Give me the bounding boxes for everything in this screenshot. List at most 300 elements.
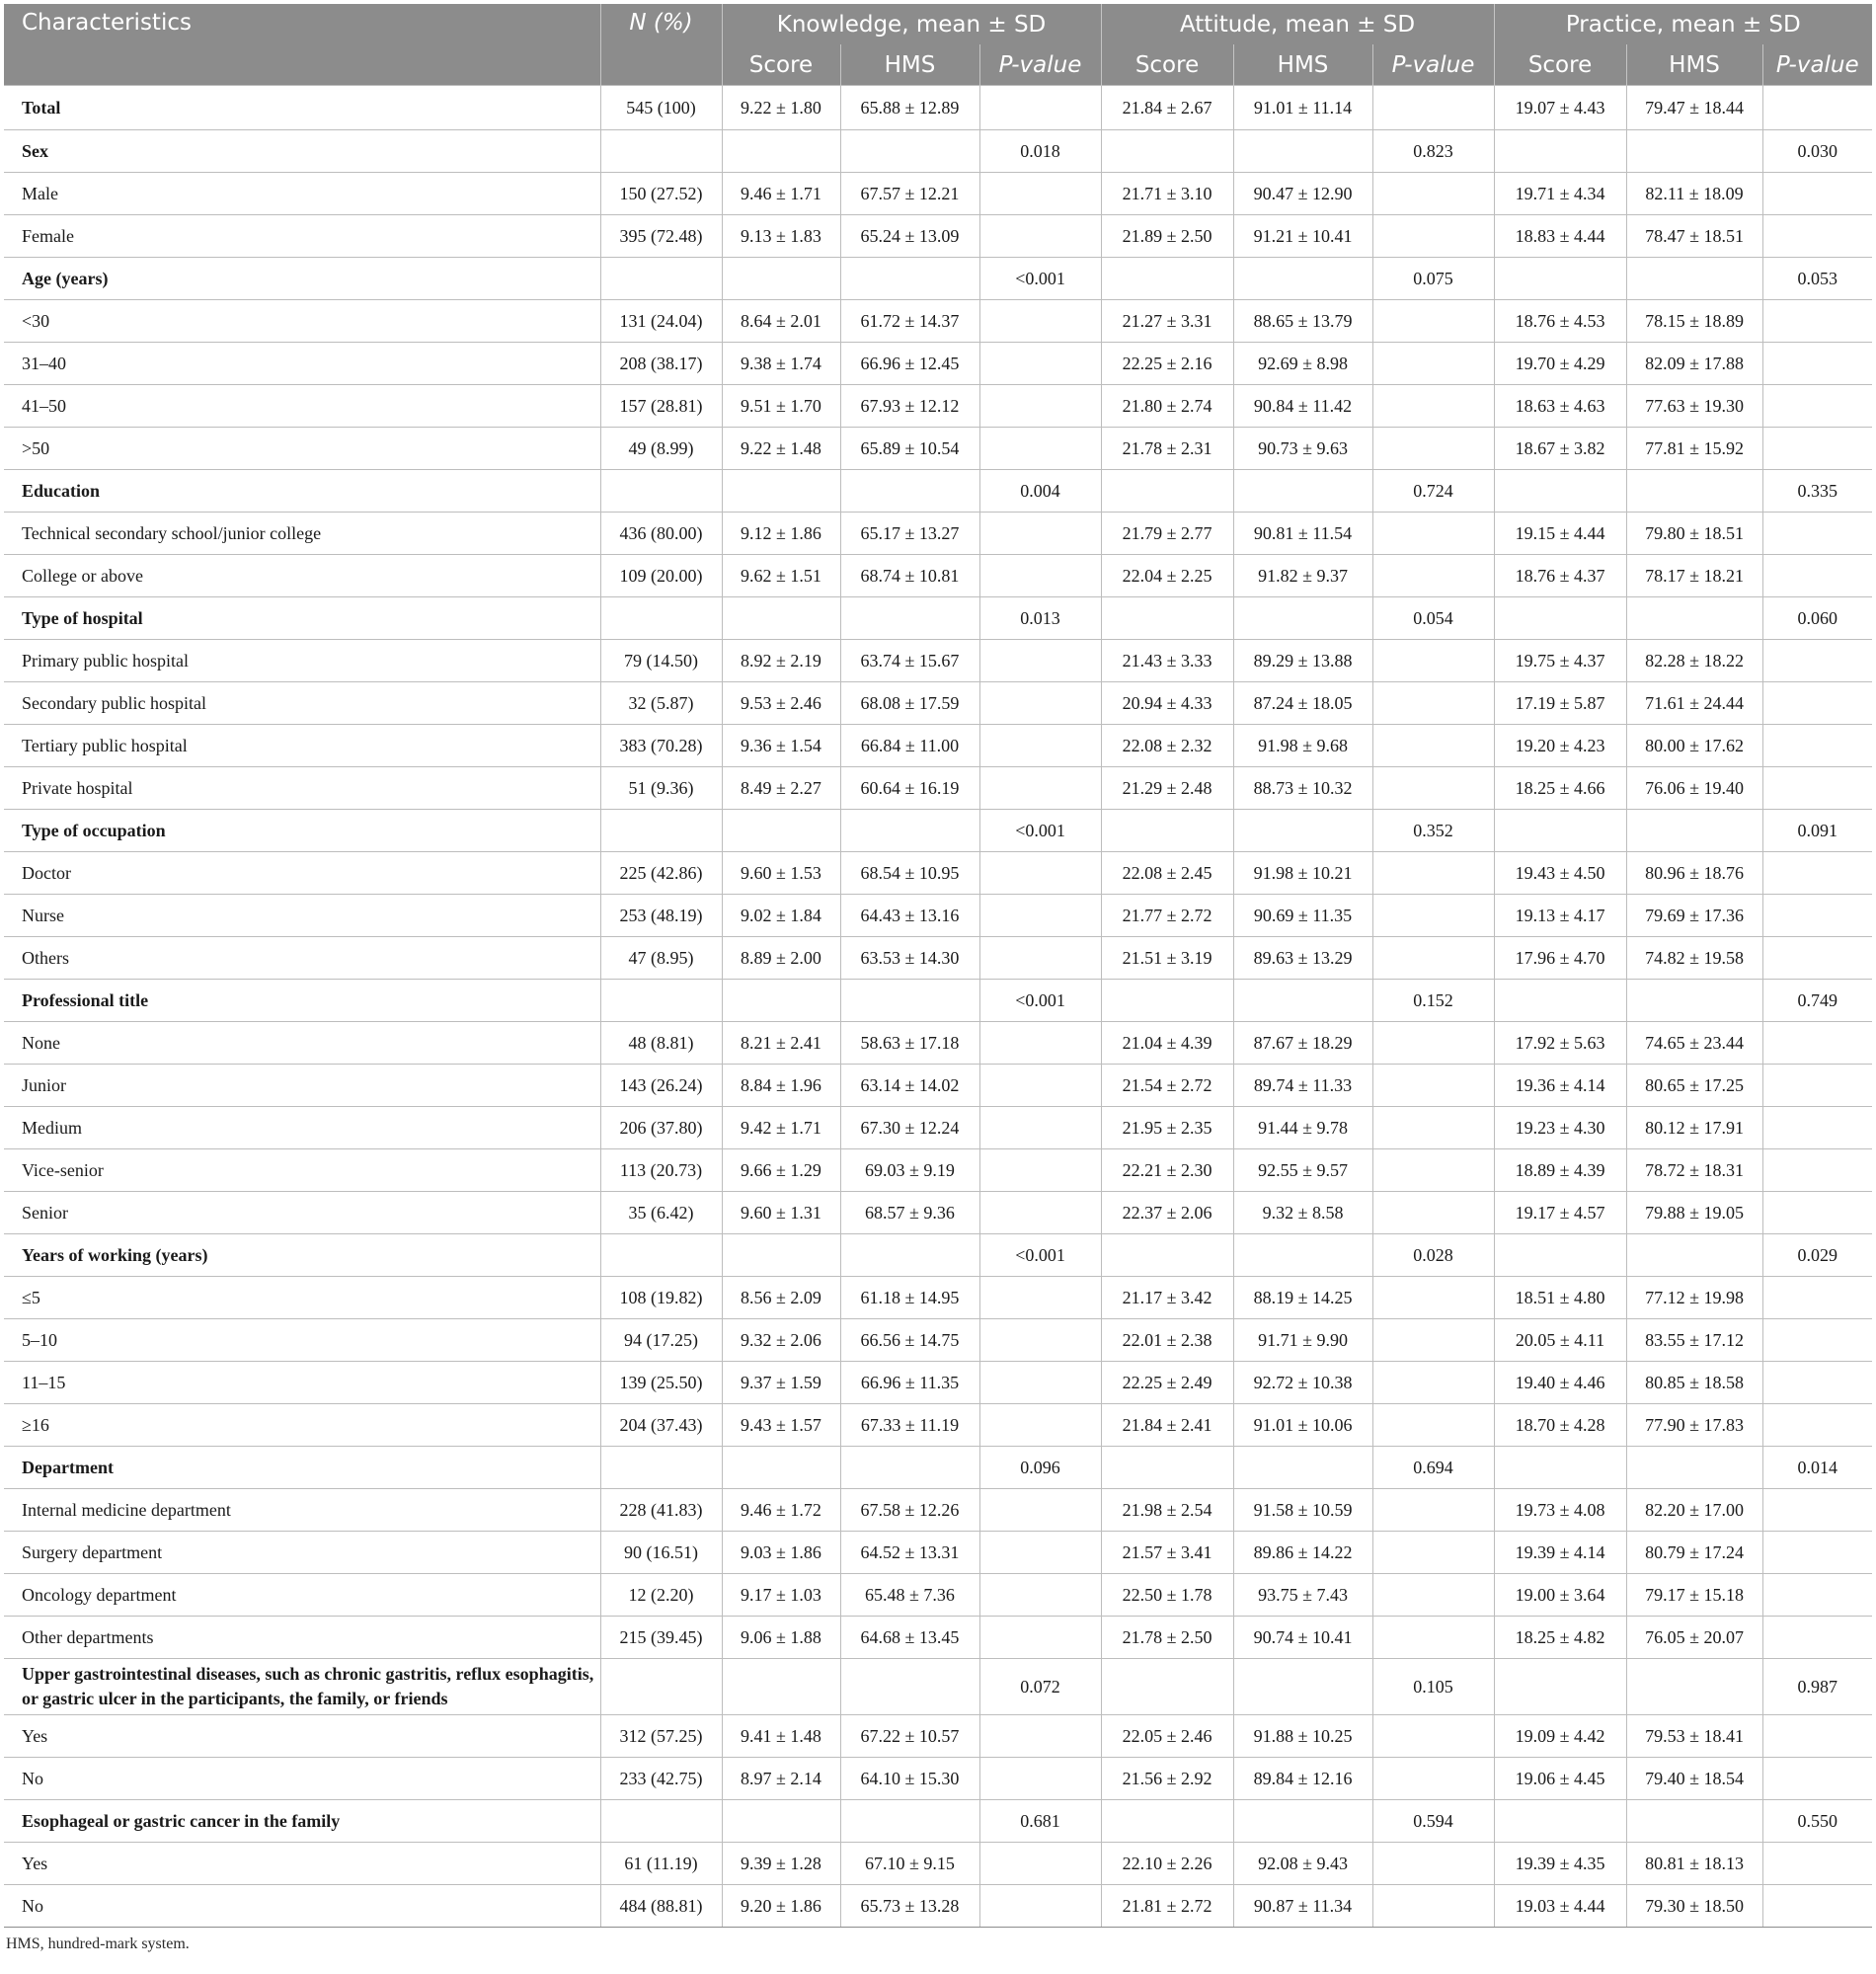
cell-knowledge-p-value	[979, 1617, 1101, 1659]
table-row	[4, 852, 1872, 895]
cell-n-percent: 32 (5.87)	[600, 682, 722, 725]
cell-attitude-p-value	[1372, 1022, 1494, 1065]
cell-practice-score: 19.09 ± 4.42	[1494, 1715, 1626, 1758]
cell-attitude-hms: 89.84 ± 12.16	[1233, 1758, 1372, 1800]
cell-knowledge-score: 9.22 ± 1.48	[722, 428, 840, 470]
cell-practice-score: 19.75 ± 4.37	[1494, 640, 1626, 682]
cell-attitude-p-value: 0.594	[1372, 1800, 1494, 1843]
cell-attitude-score: 21.98 ± 2.54	[1101, 1489, 1233, 1532]
cell-n-percent: 48 (8.81)	[600, 1022, 722, 1065]
cell-n-percent: 51 (9.36)	[600, 767, 722, 810]
cell-n-percent: 228 (41.83)	[600, 1489, 722, 1532]
cell-attitude-p-value: 0.352	[1372, 810, 1494, 852]
cell-knowledge-score: 9.60 ± 1.31	[722, 1192, 840, 1234]
cell-n-percent	[600, 130, 722, 173]
cell-n-percent: 436 (80.00)	[600, 513, 722, 555]
cell-knowledge-hms: 67.58 ± 12.26	[840, 1489, 979, 1532]
table-row	[4, 1192, 1872, 1234]
cell-practice-score	[1494, 1234, 1626, 1277]
cell-practice-hms: 80.00 ± 17.62	[1626, 725, 1762, 767]
cell-practice-hms: 82.28 ± 18.22	[1626, 640, 1762, 682]
cell-n-percent: 109 (20.00)	[600, 555, 722, 597]
cell-knowledge-hms: 66.84 ± 11.00	[840, 725, 979, 767]
cell-knowledge-hms: 66.56 ± 14.75	[840, 1319, 979, 1362]
cell-n-percent: 157 (28.81)	[600, 385, 722, 428]
cell-knowledge-p-value: 0.096	[979, 1447, 1101, 1489]
cell-practice-hms: 80.12 ± 17.91	[1626, 1107, 1762, 1149]
cell-practice-p-value: 0.749	[1762, 980, 1872, 1022]
cell-knowledge-hms: 65.73 ± 13.28	[840, 1885, 979, 1928]
cell-attitude-hms: 91.01 ± 11.14	[1233, 86, 1372, 130]
cell-attitude-score: 22.50 ± 1.78	[1101, 1574, 1233, 1617]
cell-knowledge-p-value	[979, 1065, 1101, 1107]
cell-attitude-hms	[1233, 1800, 1372, 1843]
cell-knowledge-p-value	[979, 1574, 1101, 1617]
cell-knowledge-hms: 65.89 ± 10.54	[840, 428, 979, 470]
cell-practice-p-value	[1762, 1362, 1872, 1404]
cell-n-percent	[600, 1234, 722, 1277]
cell-practice-p-value	[1762, 1489, 1872, 1532]
cell-knowledge-p-value	[979, 1404, 1101, 1447]
cell-practice-p-value	[1762, 1022, 1872, 1065]
cell-practice-hms: 77.12 ± 19.98	[1626, 1277, 1762, 1319]
cell-practice-hms: 79.17 ± 15.18	[1626, 1574, 1762, 1617]
cell-knowledge-p-value	[979, 300, 1101, 343]
cell-practice-score: 19.07 ± 4.43	[1494, 86, 1626, 130]
cell-attitude-hms: 90.69 ± 11.35	[1233, 895, 1372, 937]
cell-practice-p-value	[1762, 385, 1872, 428]
table-category-row	[4, 1659, 1872, 1715]
cell-attitude-p-value	[1372, 1715, 1494, 1758]
cell-practice-p-value	[1762, 937, 1872, 980]
cell-knowledge-hms: 65.24 ± 13.09	[840, 215, 979, 258]
cell-attitude-hms: 91.88 ± 10.25	[1233, 1715, 1372, 1758]
table-row	[4, 173, 1872, 215]
cell-n-percent: 233 (42.75)	[600, 1758, 722, 1800]
cell-characteristic: No	[4, 1885, 600, 1928]
cell-knowledge-p-value	[979, 555, 1101, 597]
cell-attitude-p-value	[1372, 173, 1494, 215]
cell-practice-hms: 77.81 ± 15.92	[1626, 428, 1762, 470]
cell-practice-p-value: 0.014	[1762, 1447, 1872, 1489]
cell-knowledge-score: 9.36 ± 1.54	[722, 725, 840, 767]
cell-attitude-p-value	[1372, 385, 1494, 428]
cell-practice-p-value	[1762, 215, 1872, 258]
cell-attitude-hms: 92.69 ± 8.98	[1233, 343, 1372, 385]
cell-knowledge-score	[722, 597, 840, 640]
cell-characteristic: Department	[4, 1447, 600, 1489]
cell-knowledge-p-value: <0.001	[979, 258, 1101, 300]
cell-attitude-score	[1101, 470, 1233, 513]
cell-attitude-hms: 89.86 ± 14.22	[1233, 1532, 1372, 1574]
cell-attitude-hms: 90.73 ± 9.63	[1233, 428, 1372, 470]
cell-practice-hms: 83.55 ± 17.12	[1626, 1319, 1762, 1362]
cell-knowledge-p-value	[979, 1758, 1101, 1800]
cell-practice-score: 19.73 ± 4.08	[1494, 1489, 1626, 1532]
cell-knowledge-p-value: 0.018	[979, 130, 1101, 173]
cell-attitude-score: 22.37 ± 2.06	[1101, 1192, 1233, 1234]
cell-knowledge-hms	[840, 130, 979, 173]
cell-knowledge-score: 9.22 ± 1.80	[722, 86, 840, 130]
cell-attitude-score: 21.71 ± 3.10	[1101, 173, 1233, 215]
cell-practice-p-value	[1762, 682, 1872, 725]
cell-practice-hms: 79.40 ± 18.54	[1626, 1758, 1762, 1800]
cell-practice-hms	[1626, 1234, 1762, 1277]
cell-knowledge-p-value	[979, 1319, 1101, 1362]
cell-knowledge-p-value	[979, 640, 1101, 682]
cell-characteristic: 11–15	[4, 1362, 600, 1404]
cell-characteristic: Others	[4, 937, 600, 980]
cell-knowledge-score: 8.21 ± 2.41	[722, 1022, 840, 1065]
cell-practice-hms: 77.63 ± 19.30	[1626, 385, 1762, 428]
cell-knowledge-p-value	[979, 1715, 1101, 1758]
cell-knowledge-score	[722, 1659, 840, 1715]
cell-knowledge-score	[722, 130, 840, 173]
header-knowledge-hms: HMS	[840, 44, 979, 86]
cell-attitude-hms: 91.44 ± 9.78	[1233, 1107, 1372, 1149]
cell-attitude-score	[1101, 1659, 1233, 1715]
cell-attitude-score: 22.25 ± 2.49	[1101, 1362, 1233, 1404]
cell-n-percent: 545 (100)	[600, 86, 722, 130]
cell-practice-score: 19.15 ± 4.44	[1494, 513, 1626, 555]
header-attitude-hms: HMS	[1233, 44, 1372, 86]
cell-practice-p-value	[1762, 895, 1872, 937]
cell-knowledge-hms: 66.96 ± 12.45	[840, 343, 979, 385]
cell-n-percent: 47 (8.95)	[600, 937, 722, 980]
table-row	[4, 1758, 1872, 1800]
cell-knowledge-p-value	[979, 937, 1101, 980]
cell-practice-hms: 74.65 ± 23.44	[1626, 1022, 1762, 1065]
cell-attitude-p-value	[1372, 1843, 1494, 1885]
cell-practice-p-value	[1762, 1715, 1872, 1758]
cell-knowledge-hms: 63.14 ± 14.02	[840, 1065, 979, 1107]
cell-n-percent: 253 (48.19)	[600, 895, 722, 937]
cell-attitude-score: 22.21 ± 2.30	[1101, 1149, 1233, 1192]
cell-knowledge-score: 9.66 ± 1.29	[722, 1149, 840, 1192]
cell-characteristic: Primary public hospital	[4, 640, 600, 682]
cell-knowledge-score: 9.46 ± 1.72	[722, 1489, 840, 1532]
cell-practice-hms: 77.90 ± 17.83	[1626, 1404, 1762, 1447]
cell-attitude-p-value	[1372, 1149, 1494, 1192]
cell-knowledge-score	[722, 1447, 840, 1489]
cell-practice-p-value	[1762, 428, 1872, 470]
cell-practice-hms	[1626, 470, 1762, 513]
table-header	[4, 4, 1872, 86]
cell-practice-p-value	[1762, 1404, 1872, 1447]
header-practice-p-value	[1762, 44, 1872, 86]
cell-knowledge-p-value	[979, 343, 1101, 385]
cell-knowledge-score: 9.12 ± 1.86	[722, 513, 840, 555]
cell-practice-p-value	[1762, 640, 1872, 682]
cell-practice-hms: 78.15 ± 18.89	[1626, 300, 1762, 343]
cell-knowledge-hms: 64.43 ± 13.16	[840, 895, 979, 937]
cell-practice-hms: 79.88 ± 19.05	[1626, 1192, 1762, 1234]
cell-attitude-hms: 91.98 ± 10.21	[1233, 852, 1372, 895]
cell-characteristic: Type of hospital	[4, 597, 600, 640]
cell-practice-hms: 79.53 ± 18.41	[1626, 1715, 1762, 1758]
cell-knowledge-hms: 65.88 ± 12.89	[840, 86, 979, 130]
header-knowledge-p-value-text: P-value	[998, 51, 1082, 78]
cell-attitude-hms: 87.24 ± 18.05	[1233, 682, 1372, 725]
cell-n-percent: 383 (70.28)	[600, 725, 722, 767]
cell-characteristic: Type of occupation	[4, 810, 600, 852]
cell-practice-hms: 71.61 ± 24.44	[1626, 682, 1762, 725]
cell-practice-hms: 78.17 ± 18.21	[1626, 555, 1762, 597]
cell-knowledge-score: 9.03 ± 1.86	[722, 1532, 840, 1574]
cell-practice-score	[1494, 810, 1626, 852]
cell-attitude-p-value: 0.152	[1372, 980, 1494, 1022]
cell-n-percent: 49 (8.99)	[600, 428, 722, 470]
table-row	[4, 1574, 1872, 1617]
cell-attitude-hms: 89.63 ± 13.29	[1233, 937, 1372, 980]
cell-attitude-score: 21.84 ± 2.41	[1101, 1404, 1233, 1447]
cell-attitude-score: 20.94 ± 4.33	[1101, 682, 1233, 725]
cell-knowledge-p-value	[979, 1843, 1101, 1885]
cell-attitude-score: 21.78 ± 2.31	[1101, 428, 1233, 470]
cell-characteristic: Oncology department	[4, 1574, 600, 1617]
cell-knowledge-p-value	[979, 1149, 1101, 1192]
cell-characteristic: Technical secondary school/junior college	[4, 513, 600, 555]
cell-practice-score	[1494, 980, 1626, 1022]
cell-attitude-hms: 92.72 ± 10.38	[1233, 1362, 1372, 1404]
table-row	[4, 767, 1872, 810]
cell-attitude-score: 22.05 ± 2.46	[1101, 1715, 1233, 1758]
cell-knowledge-hms: 68.74 ± 10.81	[840, 555, 979, 597]
cell-practice-hms: 78.72 ± 18.31	[1626, 1149, 1762, 1192]
cell-attitude-p-value	[1372, 1107, 1494, 1149]
cell-practice-p-value	[1762, 1277, 1872, 1319]
cell-practice-p-value: 0.987	[1762, 1659, 1872, 1715]
cell-attitude-score	[1101, 810, 1233, 852]
cell-n-percent: 208 (38.17)	[600, 343, 722, 385]
cell-attitude-p-value: 0.075	[1372, 258, 1494, 300]
cell-practice-p-value	[1762, 1617, 1872, 1659]
cell-practice-score: 19.70 ± 4.29	[1494, 343, 1626, 385]
cell-practice-score: 17.92 ± 5.63	[1494, 1022, 1626, 1065]
cell-characteristic: Private hospital	[4, 767, 600, 810]
cell-knowledge-p-value	[979, 428, 1101, 470]
cell-knowledge-hms: 67.93 ± 12.12	[840, 385, 979, 428]
cell-practice-hms	[1626, 597, 1762, 640]
header-n-percent	[600, 4, 722, 86]
cell-attitude-score: 21.81 ± 2.72	[1101, 1885, 1233, 1928]
cell-attitude-hms: 92.55 ± 9.57	[1233, 1149, 1372, 1192]
cell-knowledge-hms: 67.30 ± 12.24	[840, 1107, 979, 1149]
cell-n-percent: 215 (39.45)	[600, 1617, 722, 1659]
cell-attitude-score: 21.29 ± 2.48	[1101, 767, 1233, 810]
cell-attitude-p-value	[1372, 640, 1494, 682]
cell-practice-score	[1494, 1800, 1626, 1843]
cell-attitude-hms: 91.98 ± 9.68	[1233, 725, 1372, 767]
cell-characteristic: Total	[4, 86, 600, 130]
cell-n-percent: 225 (42.86)	[600, 852, 722, 895]
cell-attitude-score: 22.08 ± 2.45	[1101, 852, 1233, 895]
cell-knowledge-hms	[840, 980, 979, 1022]
cell-knowledge-score: 9.51 ± 1.70	[722, 385, 840, 428]
cell-n-percent: 61 (11.19)	[600, 1843, 722, 1885]
cell-knowledge-hms: 68.57 ± 9.36	[840, 1192, 979, 1234]
cell-attitude-hms: 91.21 ± 10.41	[1233, 215, 1372, 258]
cell-n-percent: 79 (14.50)	[600, 640, 722, 682]
cell-attitude-hms: 88.65 ± 13.79	[1233, 300, 1372, 343]
cell-practice-p-value: 0.053	[1762, 258, 1872, 300]
header-practice-score: Score	[1494, 44, 1626, 86]
cell-attitude-hms: 90.81 ± 11.54	[1233, 513, 1372, 555]
cell-practice-score: 18.25 ± 4.82	[1494, 1617, 1626, 1659]
cell-attitude-p-value	[1372, 1758, 1494, 1800]
table-row	[4, 725, 1872, 767]
table-category-row	[4, 130, 1872, 173]
cell-attitude-hms	[1233, 1659, 1372, 1715]
cell-knowledge-score: 9.60 ± 1.53	[722, 852, 840, 895]
cell-n-percent: 312 (57.25)	[600, 1715, 722, 1758]
cell-practice-score: 18.76 ± 4.37	[1494, 555, 1626, 597]
cell-knowledge-score: 9.43 ± 1.57	[722, 1404, 840, 1447]
cell-knowledge-hms	[840, 470, 979, 513]
cell-practice-hms: 79.47 ± 18.44	[1626, 86, 1762, 130]
cell-attitude-hms: 90.74 ± 10.41	[1233, 1617, 1372, 1659]
cell-characteristic: Male	[4, 173, 600, 215]
cell-n-percent	[600, 980, 722, 1022]
table-row	[4, 1107, 1872, 1149]
cell-attitude-score: 21.57 ± 3.41	[1101, 1532, 1233, 1574]
cell-characteristic: Yes	[4, 1715, 600, 1758]
cell-attitude-hms: 90.87 ± 11.34	[1233, 1885, 1372, 1928]
table-row	[4, 513, 1872, 555]
cell-characteristic: Senior	[4, 1192, 600, 1234]
cell-attitude-score: 22.10 ± 2.26	[1101, 1843, 1233, 1885]
cell-attitude-p-value	[1372, 1574, 1494, 1617]
cell-attitude-hms	[1233, 470, 1372, 513]
header-knowledge-p-value	[979, 44, 1101, 86]
cell-knowledge-p-value	[979, 1885, 1101, 1928]
cell-characteristic: Education	[4, 470, 600, 513]
table-row	[4, 1843, 1872, 1885]
cell-knowledge-p-value: 0.013	[979, 597, 1101, 640]
header-attitude-p-value	[1372, 44, 1494, 86]
cell-knowledge-score: 8.56 ± 2.09	[722, 1277, 840, 1319]
cell-attitude-p-value	[1372, 895, 1494, 937]
cell-attitude-hms: 90.84 ± 11.42	[1233, 385, 1372, 428]
cell-practice-p-value	[1762, 86, 1872, 130]
cell-practice-p-value	[1762, 300, 1872, 343]
cell-knowledge-hms: 68.54 ± 10.95	[840, 852, 979, 895]
cell-practice-score	[1494, 1659, 1626, 1715]
cell-practice-score: 19.06 ± 4.45	[1494, 1758, 1626, 1800]
cell-characteristic: Internal medicine department	[4, 1489, 600, 1532]
cell-n-percent: 204 (37.43)	[600, 1404, 722, 1447]
cell-practice-score: 18.51 ± 4.80	[1494, 1277, 1626, 1319]
cell-attitude-hms	[1233, 130, 1372, 173]
cell-knowledge-p-value	[979, 852, 1101, 895]
cell-attitude-score	[1101, 597, 1233, 640]
cell-attitude-hms: 89.74 ± 11.33	[1233, 1065, 1372, 1107]
header-practice-p-value-text: P-value	[1775, 51, 1859, 78]
cell-practice-score: 18.25 ± 4.66	[1494, 767, 1626, 810]
cell-practice-hms: 76.05 ± 20.07	[1626, 1617, 1762, 1659]
cell-knowledge-score: 9.32 ± 2.06	[722, 1319, 840, 1362]
cell-attitude-score: 21.04 ± 4.39	[1101, 1022, 1233, 1065]
table-row	[4, 1319, 1872, 1362]
cell-attitude-hms	[1233, 1234, 1372, 1277]
header-knowledge-score: Score	[722, 44, 840, 86]
cell-practice-p-value: 0.550	[1762, 1800, 1872, 1843]
cell-n-percent	[600, 1447, 722, 1489]
cell-practice-hms: 80.96 ± 18.76	[1626, 852, 1762, 895]
cell-attitude-hms: 91.71 ± 9.90	[1233, 1319, 1372, 1362]
cell-knowledge-hms: 61.18 ± 14.95	[840, 1277, 979, 1319]
cell-knowledge-p-value: <0.001	[979, 980, 1101, 1022]
cell-attitude-score: 21.54 ± 2.72	[1101, 1065, 1233, 1107]
cell-practice-score: 19.13 ± 4.17	[1494, 895, 1626, 937]
table-body	[4, 86, 1872, 1928]
cell-attitude-hms: 89.29 ± 13.88	[1233, 640, 1372, 682]
cell-attitude-score	[1101, 1234, 1233, 1277]
cell-attitude-p-value	[1372, 215, 1494, 258]
cell-attitude-score	[1101, 130, 1233, 173]
cell-knowledge-hms: 65.17 ± 13.27	[840, 513, 979, 555]
cell-characteristic: Vice-senior	[4, 1149, 600, 1192]
cell-n-percent: 113 (20.73)	[600, 1149, 722, 1192]
cell-n-percent	[600, 597, 722, 640]
cell-n-percent	[600, 470, 722, 513]
cell-attitude-p-value	[1372, 1319, 1494, 1362]
cell-practice-hms	[1626, 810, 1762, 852]
cell-knowledge-score: 9.13 ± 1.83	[722, 215, 840, 258]
cell-n-percent	[600, 810, 722, 852]
table-row	[4, 1489, 1872, 1532]
cell-attitude-hms: 9.32 ± 8.58	[1233, 1192, 1372, 1234]
cell-practice-hms: 79.30 ± 18.50	[1626, 1885, 1762, 1928]
cell-knowledge-p-value	[979, 513, 1101, 555]
table-row	[4, 343, 1872, 385]
cell-characteristic: Upper gastrointestinal diseases, such as chronic gastritis, reflux esophagitis, or gastric ulcer in the participants, the family, or friends	[4, 1659, 600, 1715]
cell-knowledge-score	[722, 1234, 840, 1277]
cell-characteristic: 41–50	[4, 385, 600, 428]
cell-knowledge-p-value	[979, 1277, 1101, 1319]
cell-knowledge-p-value	[979, 1192, 1101, 1234]
cell-attitude-p-value	[1372, 1277, 1494, 1319]
cell-knowledge-hms: 60.64 ± 16.19	[840, 767, 979, 810]
cell-practice-p-value	[1762, 1149, 1872, 1192]
table-row	[4, 1149, 1872, 1192]
cell-knowledge-score: 9.37 ± 1.59	[722, 1362, 840, 1404]
cell-knowledge-score: 9.20 ± 1.86	[722, 1885, 840, 1928]
cell-knowledge-score	[722, 470, 840, 513]
cell-attitude-p-value	[1372, 86, 1494, 130]
cell-attitude-hms: 91.58 ± 10.59	[1233, 1489, 1372, 1532]
cell-n-percent	[600, 258, 722, 300]
cell-practice-score: 18.89 ± 4.39	[1494, 1149, 1626, 1192]
cell-attitude-hms: 88.73 ± 10.32	[1233, 767, 1372, 810]
cell-attitude-hms: 87.67 ± 18.29	[1233, 1022, 1372, 1065]
cell-characteristic: >50	[4, 428, 600, 470]
cell-knowledge-p-value	[979, 1532, 1101, 1574]
table-category-row	[4, 258, 1872, 300]
cell-attitude-score: 21.43 ± 3.33	[1101, 640, 1233, 682]
table-row	[4, 937, 1872, 980]
cell-attitude-hms	[1233, 597, 1372, 640]
cell-attitude-hms: 91.01 ± 10.06	[1233, 1404, 1372, 1447]
cell-n-percent: 108 (19.82)	[600, 1277, 722, 1319]
cell-knowledge-hms: 63.53 ± 14.30	[840, 937, 979, 980]
cell-knowledge-p-value	[979, 895, 1101, 937]
cell-practice-p-value	[1762, 1758, 1872, 1800]
table-row	[4, 1404, 1872, 1447]
cell-knowledge-hms: 64.10 ± 15.30	[840, 1758, 979, 1800]
cell-knowledge-hms: 64.68 ± 13.45	[840, 1617, 979, 1659]
cell-characteristic: Secondary public hospital	[4, 682, 600, 725]
